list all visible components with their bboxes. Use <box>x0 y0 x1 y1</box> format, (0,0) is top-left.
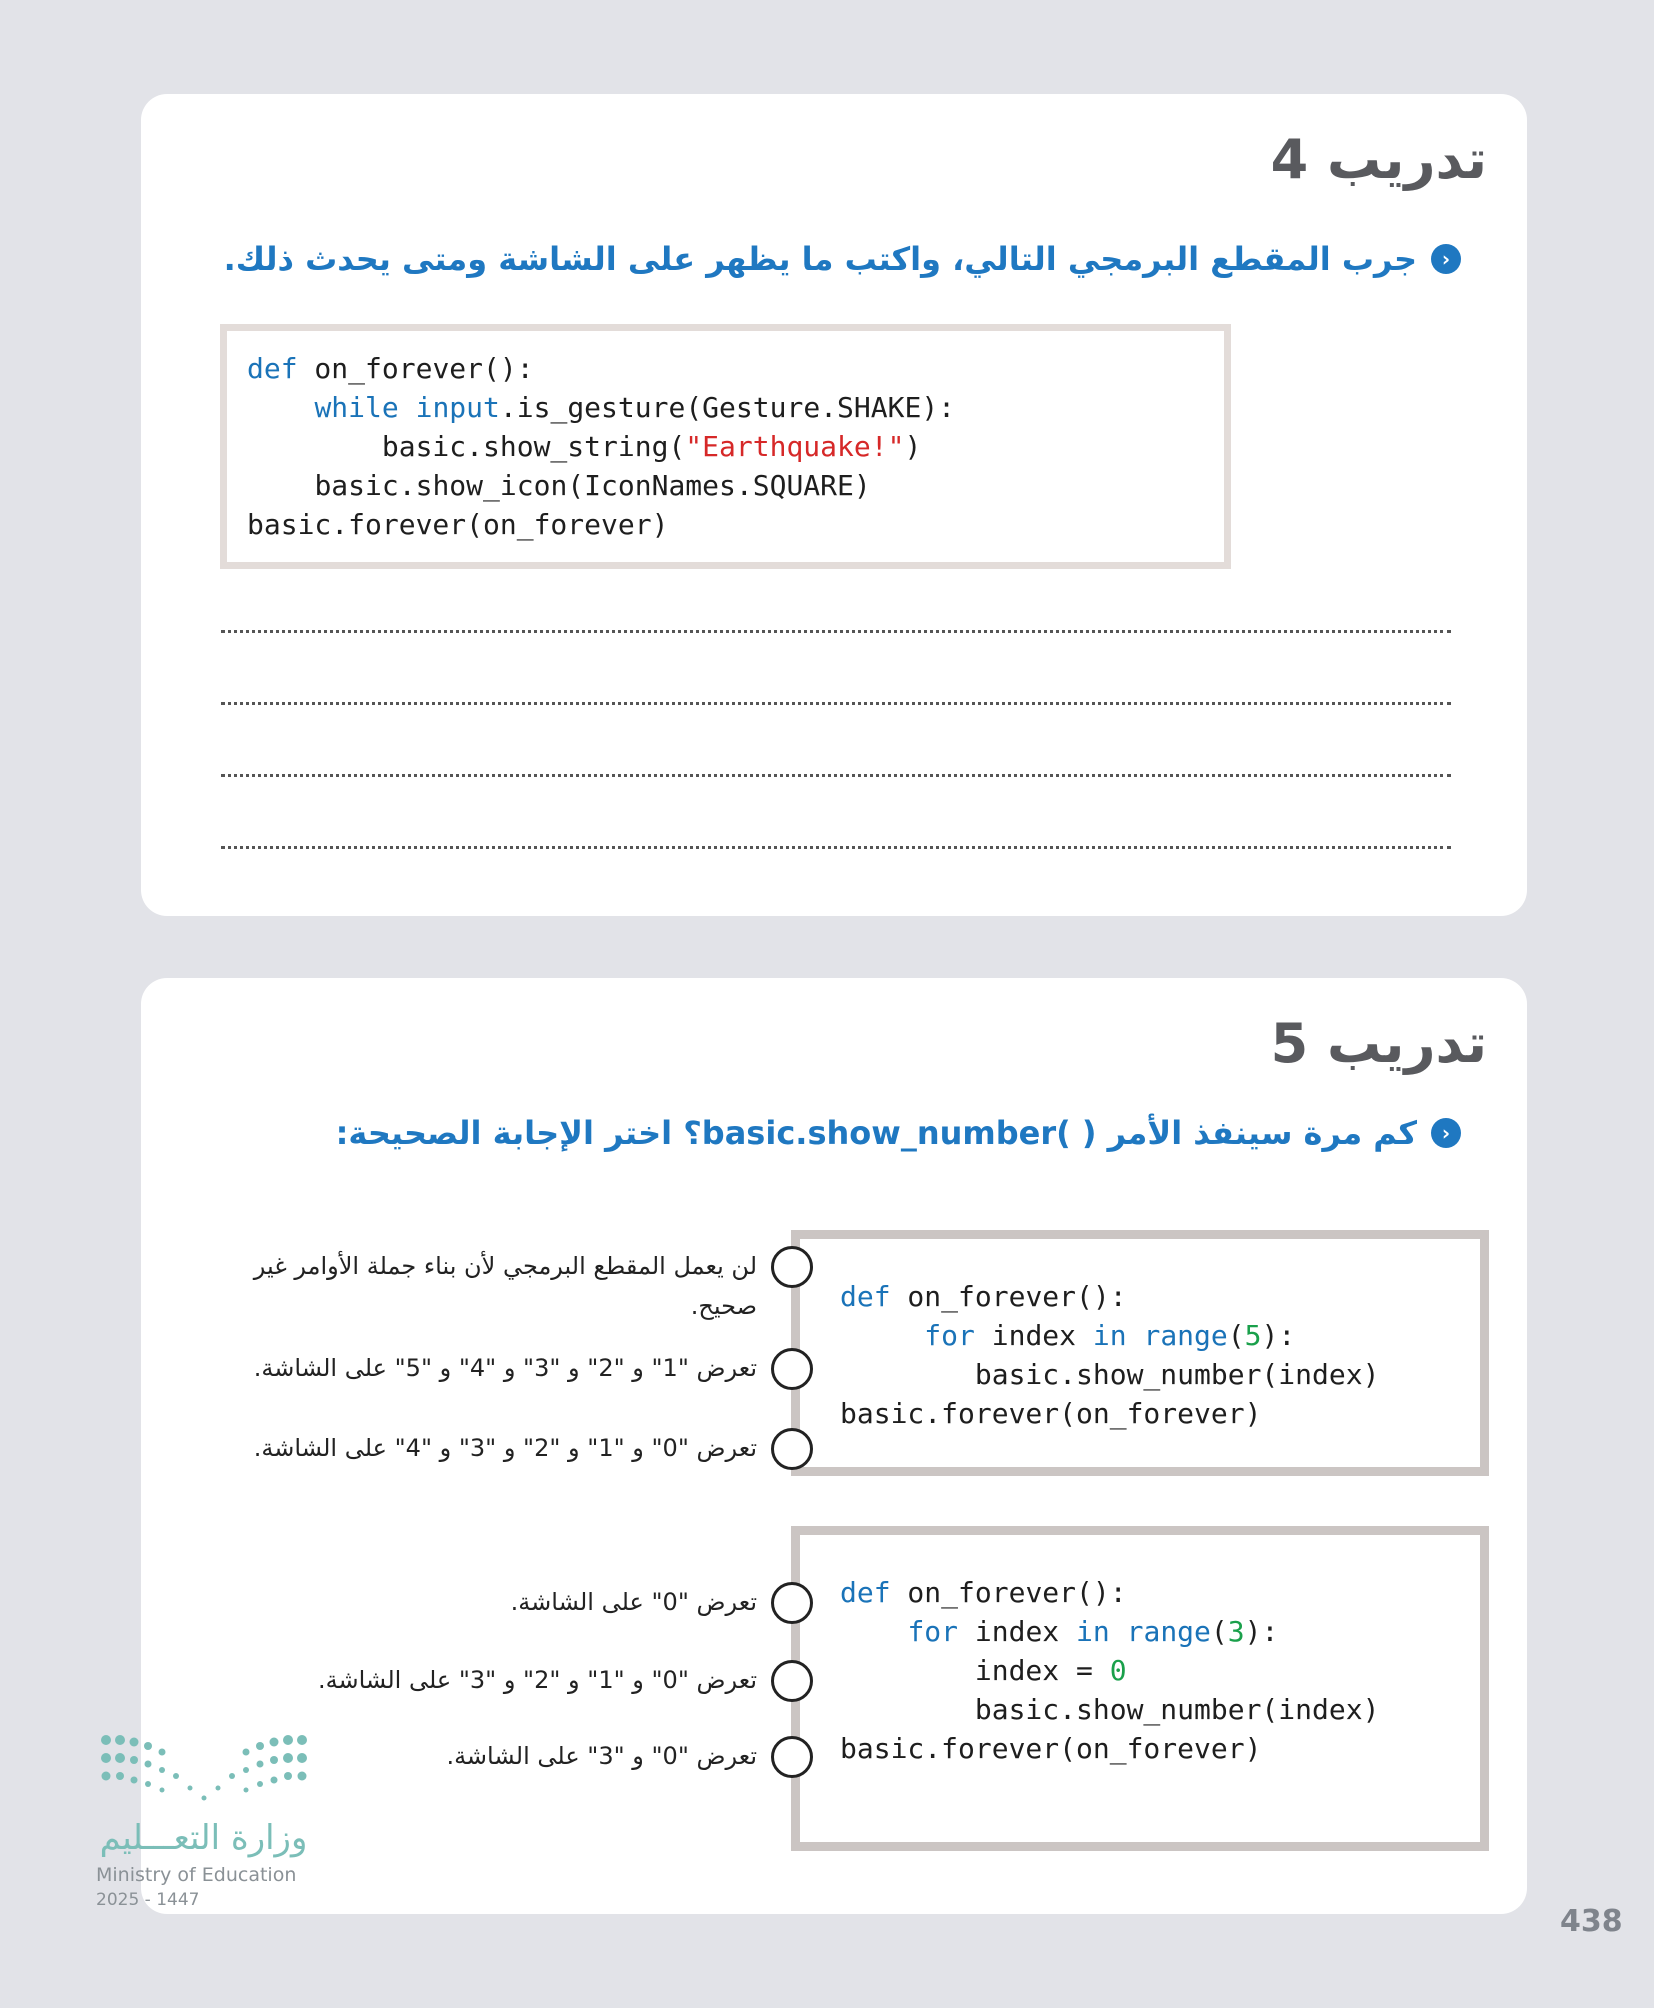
answer-line-2[interactable] <box>221 702 1451 705</box>
option-2b[interactable] <box>197 1660 757 1700</box>
code-keyword: input <box>415 391 500 424</box>
exercise-4-title: تدريب 4 <box>1270 128 1487 191</box>
option-label: تعرض "0" على الشاشة. <box>510 1588 757 1616</box>
code-text: index = <box>974 1654 1110 1687</box>
code-keyword: range <box>1143 1319 1228 1352</box>
code-keyword: def <box>840 1576 891 1609</box>
option-label: تعرض "0" و "3" على الشاشة. <box>446 1742 757 1770</box>
exercise-5-card <box>141 978 1527 1914</box>
code-text: ): <box>1244 1615 1279 1648</box>
code-keyword: in <box>1076 1615 1110 1648</box>
code-keyword: in <box>1092 1319 1127 1352</box>
code-text: ( <box>1210 1615 1228 1648</box>
exercise-5-title: تدريب 5 <box>1270 1012 1487 1075</box>
code-text: on_forever(): <box>297 352 534 385</box>
code-keyword: while <box>314 391 399 424</box>
code-text: on_forever(): <box>890 1280 1127 1313</box>
option-label: تعرض "0" و "1" و "2" و "3" على الشاشة. <box>318 1666 757 1694</box>
exercise-4-instruction-text: جرب المقطع البرمجي التالي، واكتب ما يظهر على الشاشة ومتى يحدث ذلك. <box>223 240 1417 278</box>
radio-button[interactable] <box>771 1660 813 1702</box>
answer-line-1[interactable] <box>221 630 1451 633</box>
code-listing <box>840 1277 1440 1433</box>
exercise-5-instruction <box>335 1114 1451 1152</box>
radio-button[interactable] <box>771 1736 813 1778</box>
option-label: تعرض "0" و "1" و "2" و "3" و "4" على الشاشة. <box>253 1434 757 1462</box>
code-keyword: for <box>924 1319 975 1352</box>
code-text: ): <box>1261 1319 1296 1352</box>
code-number: 5 <box>1244 1319 1262 1352</box>
code-text: basic.forever(on_forever) <box>840 1732 1262 1765</box>
code-text: .is_gesture(Gesture.SHAKE): <box>499 391 956 424</box>
code-text: basic.show_number(index) <box>974 1358 1380 1391</box>
option-1a[interactable] <box>197 1246 757 1326</box>
exercise-4-card <box>141 94 1527 916</box>
radio-button[interactable] <box>771 1348 813 1390</box>
edition-year: 2025 - 1447 <box>96 1890 200 1910</box>
code-text: basic.show_icon(IconNames.SQUARE) <box>314 469 871 502</box>
chevron-left-icon: ‹ <box>1431 244 1461 274</box>
code-listing <box>247 349 1204 544</box>
code-text: ( <box>1227 1319 1245 1352</box>
code-text: index <box>974 1319 1093 1352</box>
code-keyword: def <box>840 1280 891 1313</box>
code-text: on_forever(): <box>890 1576 1127 1609</box>
code-text: ) <box>904 430 922 463</box>
code-keyword: def <box>247 352 298 385</box>
code-text: basic.show_number(index) <box>974 1693 1380 1726</box>
radio-button[interactable] <box>771 1246 813 1288</box>
option-1b[interactable] <box>197 1348 757 1388</box>
code-listing <box>840 1573 1440 1768</box>
code-keyword: range <box>1126 1615 1211 1648</box>
code-number: 0 <box>1109 1654 1127 1687</box>
ministry-name-english: Ministry of Education <box>96 1864 297 1886</box>
chevron-left-icon: ‹ <box>1431 1118 1461 1148</box>
option-2a[interactable] <box>197 1582 757 1622</box>
code-keyword: for <box>907 1615 959 1648</box>
option-label: تعرض "1" و "2" و "3" و "4" و "5" على الشاشة. <box>253 1354 757 1382</box>
page-number: 438 <box>1560 1904 1623 1939</box>
radio-button[interactable] <box>771 1428 813 1470</box>
code-text: basic.forever(on_forever) <box>840 1397 1262 1430</box>
exercise-5-code-block-1 <box>791 1230 1489 1476</box>
exercise-4-instruction <box>223 240 1451 278</box>
exercise-4-code-block <box>220 324 1231 569</box>
code-text: basic.forever(on_forever) <box>247 508 669 541</box>
ministry-logo <box>96 1728 326 1918</box>
option-1c[interactable] <box>197 1428 757 1468</box>
code-text: index <box>958 1615 1077 1648</box>
code-string: "Earthquake!" <box>685 430 905 463</box>
code-number: 3 <box>1227 1615 1245 1648</box>
ministry-name-arabic: وزارة التعـــليم <box>99 1818 308 1858</box>
radio-button[interactable] <box>771 1582 813 1624</box>
code-text: basic.show_string( <box>381 430 686 463</box>
ministry-logo-icon <box>96 1728 316 1808</box>
exercise-5-code-block-2 <box>791 1526 1489 1851</box>
option-label: لن يعمل المقطع البرمجي لأن بناء جملة الأوامر غير صحيح. <box>253 1252 757 1320</box>
exercise-5-instruction-text: كم مرة سينفذ الأمر ( )basic.show_number؟ اختر الإجابة الصحيحة: <box>335 1114 1417 1152</box>
answer-line-3[interactable] <box>221 774 1451 777</box>
answer-line-4[interactable] <box>221 846 1451 849</box>
